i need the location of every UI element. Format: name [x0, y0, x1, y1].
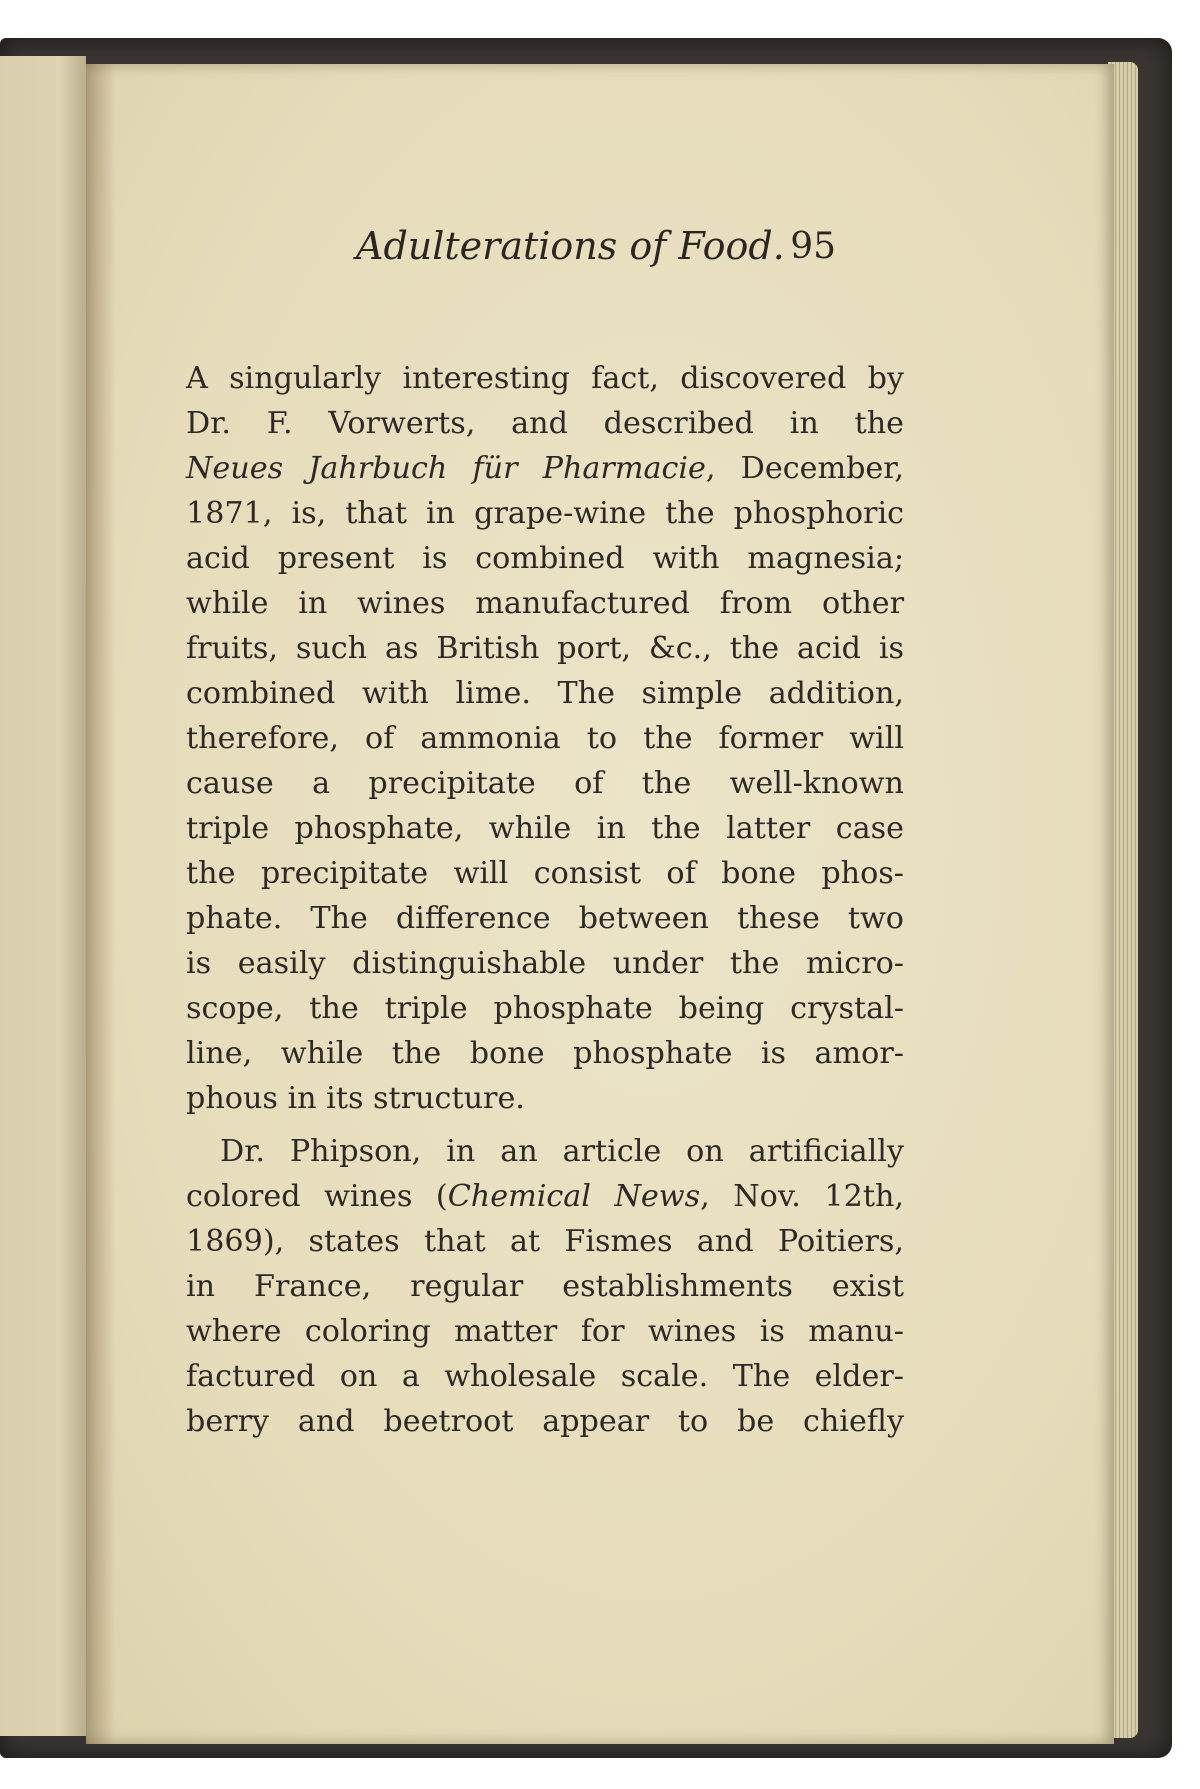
- text-line: phate. The difference between these two: [186, 901, 904, 936]
- running-title: Adulterations of Food.: [356, 224, 785, 268]
- gutter-shadow: [86, 64, 116, 1744]
- journal-title-chemical-news: Chemical News: [447, 1179, 701, 1214]
- text-line: [186, 1174, 904, 1219]
- text-line: in France, regular establishments exist: [186, 1269, 904, 1304]
- text-line: triple phosphate, while in the latter case: [186, 811, 904, 846]
- body-text: [186, 356, 904, 1444]
- paragraph-1: [186, 356, 904, 1121]
- paragraph-2: [186, 1129, 904, 1444]
- text-line: berry and beetroot appear to be chiefly: [186, 1404, 904, 1439]
- text-line: is easily distinguishable under the micro-: [186, 946, 904, 981]
- text-line: factured on a wholesale scale. The elder-: [186, 1359, 904, 1394]
- text-line: acid present is combined with magnesia;: [186, 541, 904, 576]
- text-line: combined with lime. The simple addition,: [186, 676, 904, 711]
- text-line: Dr. Phipson, in an article on artificially: [220, 1134, 904, 1169]
- book-page: [86, 64, 1114, 1744]
- journal-title-neues-jahrbuch: Neues Jahrbuch für Pharmacie: [186, 451, 706, 486]
- text-line: where coloring matter for wines is manu-: [186, 1314, 904, 1349]
- text-fragment: , Nov. 12th,: [700, 1179, 905, 1214]
- text-line: scope, the triple phosphate being crystal-: [186, 991, 904, 1026]
- text-line: therefore, of ammonia to the former will: [186, 721, 904, 756]
- text-fragment: , December,: [705, 451, 904, 486]
- text-line: the precipitate will consist of bone phos-: [186, 856, 904, 891]
- running-head: [356, 224, 836, 304]
- text-line: 1871, is, that in grape-wine the phosphoric: [186, 496, 904, 531]
- text-line: phous in its structure.: [186, 1081, 525, 1116]
- text-line: cause a precipitate of the well-known: [186, 766, 904, 801]
- text-line: [186, 446, 904, 491]
- facing-page-edge: [0, 56, 86, 1736]
- text-line: Dr. F. Vorwerts, and described in the: [186, 406, 904, 441]
- text-fragment: colored wines (: [186, 1179, 448, 1214]
- text-line: while in wines manufactured from other: [186, 586, 904, 621]
- page-number: 95: [790, 226, 836, 267]
- text-line: fruits, such as British port, &c., the acid is: [186, 631, 904, 666]
- text-line: A singularly interesting fact, discovered by: [186, 361, 904, 396]
- text-line: line, while the bone phosphate is amor-: [186, 1036, 904, 1071]
- text-line: 1869), states that at Fismes and Poitiers,: [186, 1224, 904, 1259]
